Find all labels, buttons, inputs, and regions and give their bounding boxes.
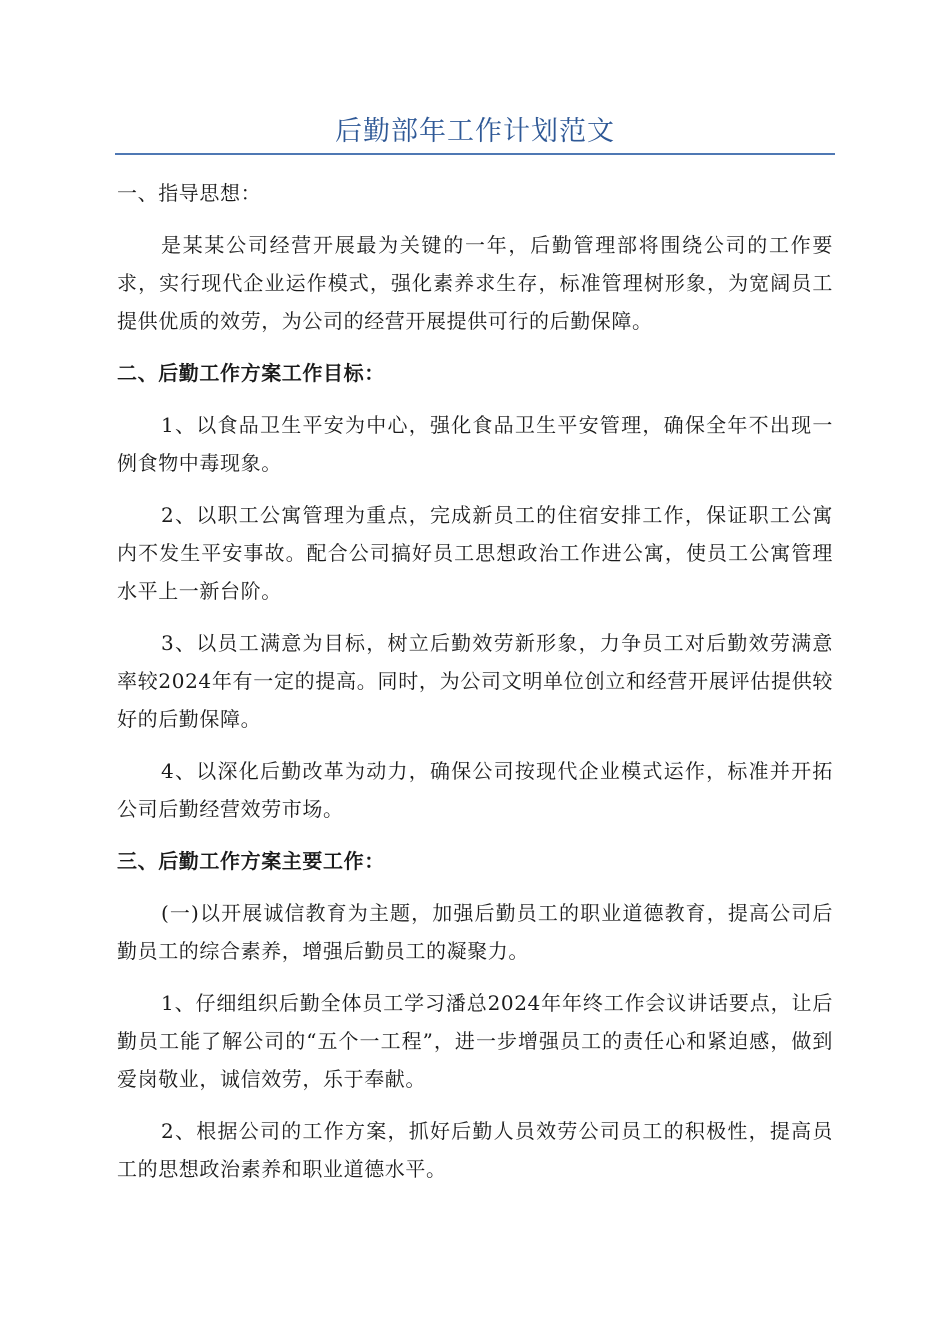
section-heading-guiding-ideology: 一、指导思想： <box>117 181 262 205</box>
document-body <box>117 174 833 1202</box>
document-title: 后勤部年工作计划范文 <box>335 116 615 147</box>
section-heading-work-goals: 二、后勤工作方案工作目标： <box>117 361 385 385</box>
title-underline <box>115 153 835 155</box>
section-heading-main-work: 三、后勤工作方案主要工作： <box>117 849 385 873</box>
paragraph-goal-4: 4、以深化后勤改革为动力，确保公司按现代企业模式运作，标准并开拓公司后勤经营效劳市场。 <box>117 759 833 821</box>
paragraph-goal-3: 3、以员工满意为目标，树立后勤效劳新形象，力争员工对后勤效劳满意率较2024年有一定的提高。同时，为公司文明单位创立和经营开展评估提供较好的后勤保障。 <box>117 631 833 731</box>
paragraph-goal-2: 2、以职工公寓管理为重点，完成新员工的住宿安排工作，保证职工公寓内不发生平安事故。配合公司搞好员工思想政治工作进公寓，使员工公寓管理水平上一新台阶。 <box>117 503 833 603</box>
paragraph-guiding-ideology: 是某某公司经营开展最为关键的一年，后勤管理部将围绕公司的工作要求，实行现代企业运作模式，强化素养求生存，标准管理树形象，为宽阔员工提供优质的效劳，为公司的经营开展提供可行的后勤保障。 <box>117 233 833 333</box>
paragraph-goal-1: 1、以食品卫生平安为中心，强化食品卫生平安管理，确保全年不出现一例食物中毒现象。 <box>117 413 833 475</box>
paragraph-main-work-intro: (一)以开展诚信教育为主题，加强后勤员工的职业道德教育，提高公司后勤员工的综合素养，增强后勤员工的凝聚力。 <box>117 901 833 963</box>
paragraph-main-work-2: 2、根据公司的工作方案，抓好后勤人员效劳公司员工的积极性，提高员工的思想政治素养和职业道德水平。 <box>117 1119 833 1181</box>
paragraph-main-work-1: 1、仔细组织后勤全体员工学习潘总2024年年终工作会议讲话要点，让后勤员工能了解公司的“五个一工程”，进一步增强员工的责任心和紧迫感，做到爱岗敬业，诚信效劳，乐于奉献。 <box>117 991 833 1091</box>
